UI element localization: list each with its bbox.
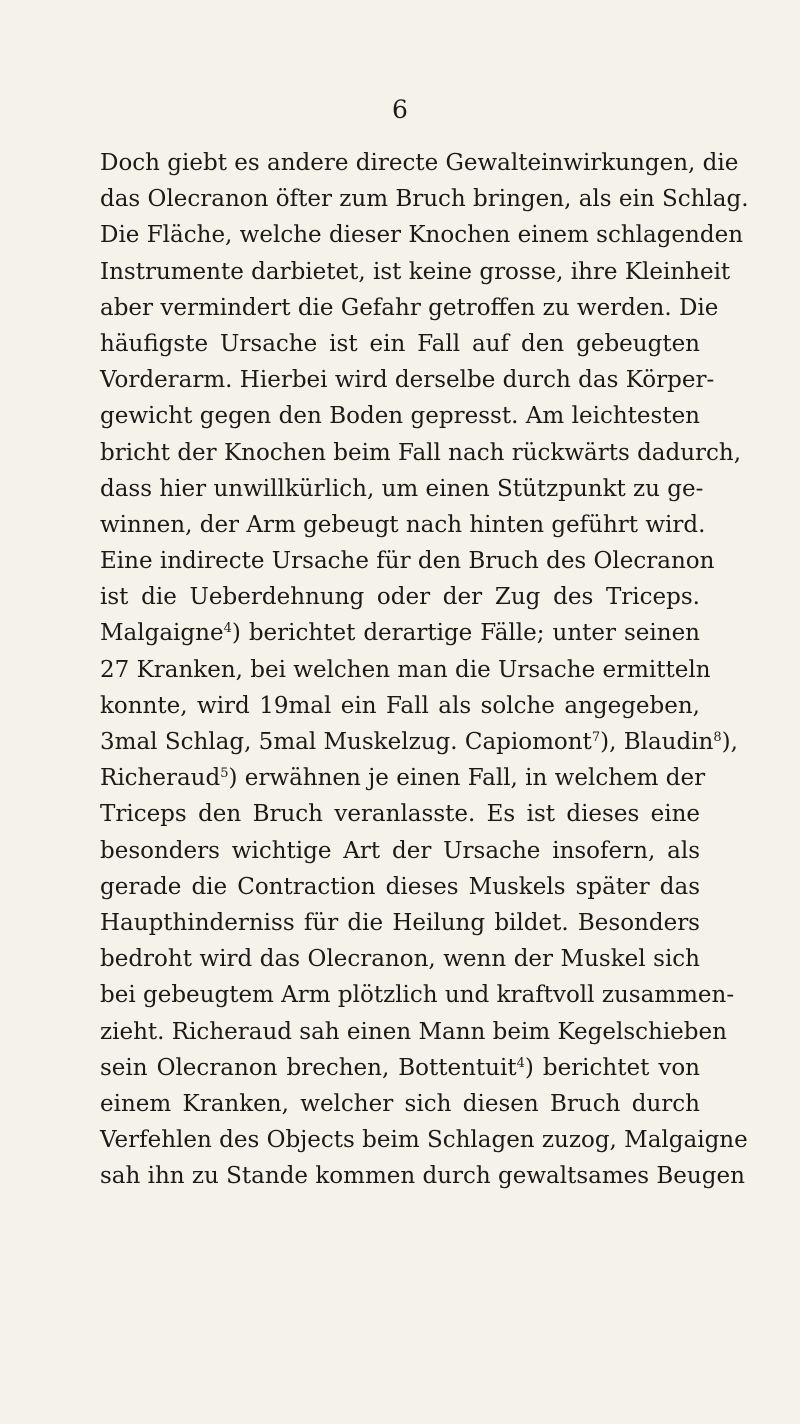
text-line	[100, 507, 706, 543]
text-segment: sein Olecranon brechen, Bottentuit	[100, 1054, 517, 1081]
text-line	[100, 796, 700, 832]
text-segment: Verfehlen des Objects beim Schlagen zuzog, Malgaigne	[100, 1127, 748, 1154]
text-line	[100, 869, 700, 905]
text-segment: ),	[721, 729, 738, 755]
text-segment: ) berichtet derartige Fälle; unter seinen	[231, 620, 700, 647]
text-line	[100, 435, 742, 471]
text-segment: winnen, der Arm gebeugt nach hinten geführt wird.	[100, 511, 706, 538]
body-text	[100, 145, 749, 1194]
text-segment: ) erwähnen je einen Fall, in welchem der	[228, 765, 706, 792]
text-line	[100, 941, 700, 977]
text-segment: bricht der Knochen beim Fall nach rückwärts dadurch,	[100, 439, 742, 466]
text-segment: bei gebeugtem Arm plötzlich und kraftvoll zusammen-	[100, 982, 735, 1009]
text-segment: Haupthinderniss für die Heilung bildet. Besonders	[100, 909, 700, 936]
text-segment: Triceps den Bruch veranlasste. Es ist dieses eine	[100, 801, 700, 828]
text-segment: gerade die Contraction dieses Muskels später das	[100, 873, 700, 900]
text-line	[100, 217, 744, 253]
text-line	[100, 1086, 700, 1122]
text-segment: dass hier unwillkürlich, um einen Stützpunkt zu ge-	[100, 475, 704, 502]
text-segment: ) berichtet von	[524, 1054, 700, 1081]
text-segment: zieht. Richeraud sah einen Mann beim Kegelschieben	[100, 1018, 727, 1045]
text-segment: Instrumente darbietet, ist keine grosse, ihre Kleinheit	[100, 258, 731, 285]
text-line	[100, 1014, 727, 1050]
text-line	[100, 398, 700, 434]
text-line	[100, 652, 711, 688]
text-segment: ), Blaudin	[600, 729, 714, 755]
footnote-marker: 4	[516, 1055, 525, 1071]
footnote-marker: 4	[223, 621, 232, 637]
text-line	[100, 615, 700, 651]
footnote-marker: 5	[220, 766, 229, 782]
text-line	[100, 724, 738, 760]
text-line	[100, 833, 700, 869]
footnote-marker: 7	[591, 730, 601, 745]
text-line	[100, 977, 735, 1013]
text-segment: ist die Ueberdehnung oder der Zug des Triceps.	[100, 584, 700, 611]
text-line	[100, 145, 739, 181]
text-segment: einem Kranken, welcher sich diesen Bruch durch	[100, 1090, 700, 1117]
page-number: 6	[392, 95, 408, 124]
text-line	[100, 326, 700, 362]
text-segment: Doch giebt es andere directe Gewalteinwirkungen, die	[100, 150, 739, 176]
text-line	[100, 1050, 700, 1086]
text-segment: sah ihn zu Stande kommen durch gewaltsames Beugen	[100, 1163, 745, 1190]
text-segment: aber vermindert die Gefahr getroffen zu werden. Die	[100, 294, 719, 321]
text-segment: häufigste Ursache ist ein Fall auf den gebeugten	[100, 330, 700, 357]
text-line	[100, 1158, 745, 1194]
text-line	[100, 760, 706, 796]
footnote-marker: 8	[713, 730, 722, 745]
text-segment: 27 Kranken, bei welchen man die Ursache ermitteln	[100, 656, 711, 683]
text-segment: Vorderarm. Hierbei wird derselbe durch das Körper-	[100, 367, 715, 394]
text-segment: konnte, wird 19mal ein Fall als solche angegeben,	[100, 692, 700, 719]
text-segment: Richeraud	[100, 765, 221, 792]
text-line	[100, 471, 704, 507]
text-line	[100, 254, 731, 290]
text-segment: besonders wichtige Art der Ursache insofern, als	[100, 837, 700, 864]
text-segment: Eine indirecte Ursache für den Bruch des Olecranon	[100, 548, 715, 575]
text-segment: gewicht gegen den Boden gepresst. Am leichtesten	[100, 403, 700, 430]
text-line	[100, 181, 749, 217]
text-segment: Die Fläche, welche dieser Knochen einem schlagenden	[100, 222, 744, 249]
text-segment: 3mal Schlag, 5mal Muskelzug. Capiomont	[100, 729, 592, 755]
text-line	[100, 579, 700, 615]
text-segment: das Olecranon öfter zum Bruch bringen, als ein Schlag.	[100, 186, 749, 213]
text-line	[100, 905, 700, 941]
text-line	[100, 1122, 748, 1158]
text-line	[100, 290, 719, 326]
text-line	[100, 362, 715, 398]
text-line	[100, 543, 715, 579]
text-segment: bedroht wird das Olecranon, wenn der Muskel sich	[100, 946, 700, 973]
text-line	[100, 688, 700, 724]
text-segment: Malgaigne	[100, 620, 224, 647]
